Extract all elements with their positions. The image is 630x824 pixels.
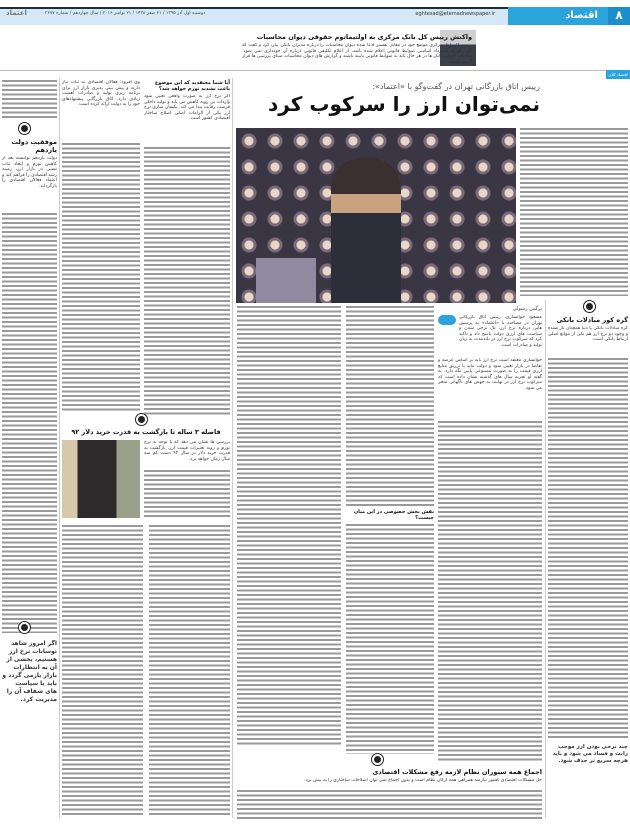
left-column-2: آیا شما معتقدید که این موضوع باعث تشدید تورم خواهد شد؟ اگر نرخ ارز به صورت واقعی تعیین شود واردات بی رویه کاهش می یابد و تولید داخلی فرصت رقابت پیدا می کند. یکسان سازی نرخ ارز یکی از الزامات اصلی اصلاح ساختار اقتصادی کشور است. <box>144 80 230 415</box>
top-news <box>242 33 472 65</box>
right-sidebar-title[interactable]: گره کور مبادلات بانکی <box>556 316 628 324</box>
main-column-1: نرگس رسولی مسعود خوانساری، رییس اتاق بازرگانی تهران در مصاحبه با «اعتماد» به پرسش هایی درباره نرخ ارز، تک نرخی شدن و سیاست های ارزی دولت پاسخ داد و تاکید کرد که سرکوب نرخ ارز در بلندمدت به زیان تولید و صادرات است. خوانساری معتقد است نرخ ارز باید بر اساس عرضه و تقاضا در بازار تعیین شود و دولت نباید با تزریق منابع ارزی قیمت را به صورت مصنوعی پایین نگه دارد. به گفته او تجربه سال های گذشته نشان داده است که سرکوب نرخ ارز در نهایت به جهش های ناگهانی منجر می شود. <box>438 306 542 761</box>
bottom-article: اجماع همه سیوران نظام لازمه رفع مشکلات اقتصادی حل مشکلات اقتصادی کشور نیازمند همراهی همه ارکان نظام است و بدون اجماع نمی توان اصلاحات ساختاری را به پیش برد. <box>237 768 542 820</box>
left-sidebar-title[interactable]: موفقیت دولت یازدهم <box>11 138 57 154</box>
main-photo <box>236 128 516 303</box>
date-line: دوشنبه اول آذر ۱۳۹۵ / ۲۱ صفر ۱۴۳۸ / ۲۱ نوامبر ۲۰۱۶ / سال چهاردهم / شماره ۳۶۷۷ <box>45 11 206 16</box>
quote-icon <box>19 123 30 134</box>
quote-mark-icon <box>438 315 456 325</box>
right-top-column <box>520 128 628 296</box>
box-article-body-wrap: بررسی ها نشان می دهد که با توجه به نرخ تورم و روند تغییرات قیمت ارز، بازگشت به قدرت خرید دلار در سال ۹۲ دست کم سه سال زمان خواهد برد. <box>144 440 230 518</box>
box-article <box>62 428 230 436</box>
byline: نرگس رسولی <box>512 306 542 312</box>
right-sidebar-quote: چند نرخی بودن ارز موجب رانت و فساد می شود و باید هرچه سریع تر حذف شود. <box>552 744 628 764</box>
left-sidebar-quote: اگر امروز شاهد نوسانات نرخ ارز هستیم، بخشی از آن به انتظارات بازار بازمی گردد و باید با سیاست های شفاف آن را مدیریت کرد. <box>2 640 57 703</box>
question-heading: نقش بخش خصوصی در این میان چیست؟ <box>353 509 434 521</box>
box-article-columns <box>62 525 230 815</box>
newspaper-logo: اعتماد <box>6 9 27 17</box>
left-sidebar-body: دولت یازدهم توانسته بعد از کاهش تورم و ایجاد ثبات نسبی در بازار ارز، زمینه رشد اقتصادی را فراهم کند و اعتماد فعالان اقتصادی را بازگرداند. <box>2 156 57 189</box>
main-column-3 <box>237 306 341 746</box>
email[interactable]: eghtesad@etemadnewspaper.ir <box>415 11 495 17</box>
quote-icon <box>136 414 147 425</box>
right-sidebar: گره کور مبادلات بانکی گره مبادلات بانکی با دنیا همچنان باز نشده و وجود دو نرخ ارز هم یکی از موانع اصلی ارتباط بانکی است. چند نرخی بودن ارز موجب رانت و فساد می شود و باید هرچه سریع تر حذف شود. <box>548 316 628 824</box>
section-name: اقتصاد <box>565 10 598 21</box>
left-column-1: وی افزود: فعالان اقتصادی به ثبات نیاز دارند و پیش بینی پذیری بازار ارز برای برنامه ریزی تولید و صادرات اهمیت زیادی دارد. اتاق بازرگانی پیشنهادهای خود را به دولت ارائه کرده است. <box>62 80 140 415</box>
quote-icon <box>19 622 30 633</box>
top-news-title[interactable]: واکنش رییس کل بانک مرکزی به اولتیماتوم حقوقی دیوان محاسبات <box>256 33 472 41</box>
question-heading: آیا شما معتقدید که این موضوع باعث تشدید تورم خواهد شد؟ <box>154 80 230 92</box>
section-banner <box>508 7 630 25</box>
kicker: رییس اتاق بازرگانی تهران در گفت‌وگو با «اعتماد»: <box>372 82 540 91</box>
person-figure <box>331 158 401 303</box>
quote-icon <box>584 301 595 312</box>
box-article-title[interactable]: فاصله ۳ ساله تا بازگشت به قدرت خرید دلار ۹۲ <box>71 428 221 436</box>
headline[interactable]: نمی‌توان ارز را سرکوب کرد <box>268 92 540 116</box>
bottom-article-title[interactable]: اجماع همه سیوران نظام لازمه رفع مشکلات اقتصادی <box>372 768 542 776</box>
main-column-2 <box>346 306 434 754</box>
quote-icon <box>372 754 383 765</box>
box-article-photo <box>62 440 140 518</box>
section-tag: اقتصاد کلان <box>606 70 630 79</box>
top-news-body: رییس کل بانک مرکزی موضع خود در مقابل تفسیر ادعا شده دیوان محاسبات را درباره مدیران بانکی بیان کرد و گفت که اگر رای به استرداد اساسی ضوابط قانونی اعلام شده باشد، از اعلام تکلیفی قانونی درباره آن خودداری نمی شود. مقامات اجرایی بانک ها در هر حال باید به ضوابط قانونی پایبند باشند و گزارش های دیوان محاسبات مبنای بررسی ها قرار گرفته است. <box>242 43 472 65</box>
page-number: ۸ <box>608 7 630 25</box>
left-sidebar <box>2 138 57 633</box>
